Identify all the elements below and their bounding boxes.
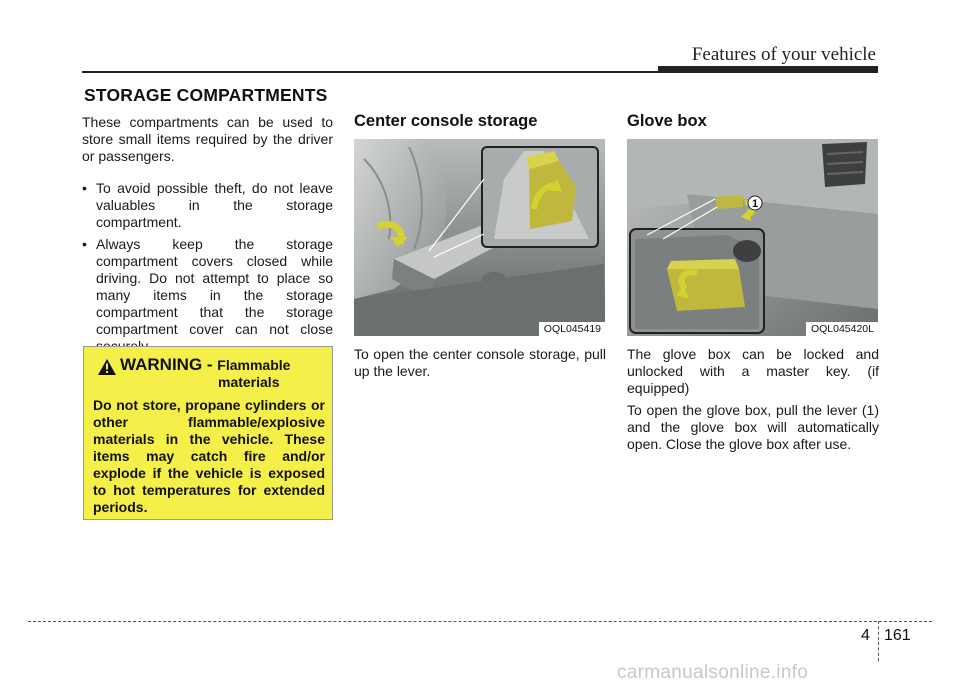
page-number: 161 [884,627,911,644]
warning-body: Do not store, propane cylinders or other flammable/explosive materials in the vehicle. These items may catch fire and/or explode if the vehicle is exposed to hot temperatures for extended periods. [93,397,325,515]
warning-word: WARNING - [120,355,218,374]
intro-bullet-covers: • Always keep the storage compartment covers closed while driving. Do not attempt to place so many items in the storage compartment that the storage compartment cover can not close [82,236,333,355]
glove-box-title: Glove box [627,112,707,130]
warning-triangle-icon [98,359,116,375]
center-console-title: Center console storage [354,112,538,130]
intro-paragraph: These compartments can be used to store small items required by the driver or passengers. [82,114,333,164]
warning-subject-line1: Flammable [217,357,291,373]
glove-box-text [627,346,879,458]
glove-box-photo [627,139,878,336]
center-console-illustration [354,139,605,336]
running-header-title: Features of your vehicle [691,44,876,65]
glove-box-lock-info: The glove box can be locked and unlocked with a master key. (if equipped) [627,346,879,396]
section-title: STORAGE COMPARTMENTS [84,85,328,105]
watermark: carmanualsonline.info [617,662,809,683]
center-console-image-code: OQL045419 [539,322,605,336]
glove-box-open-instruction: To open the glove box, pull the lever (1) and the glove box will automatically open. Close the glove box after use. [627,402,879,452]
warning-heading [120,355,290,375]
intro-bullet-theft: • To avoid possible theft, do not leave valuables in the storage compartment. [82,180,333,231]
footer-rule [28,621,932,622]
chapter-number: 4 [861,627,870,644]
center-console-text [354,346,606,385]
lever-callout-number: 1 [751,198,759,210]
glove-box-illustration [627,139,878,336]
header-rule [82,71,878,73]
warning-subject-line2: materials [218,374,280,390]
intro-column [82,114,333,360]
warning-box [83,346,333,520]
intro-bullet-list [82,180,333,355]
center-console-instruction: To open the center console storage, pull up the lever. [354,346,606,379]
center-console-photo [354,139,605,336]
glove-box-image-code: OQL045420L [806,322,878,336]
footer-divider [878,621,879,661]
